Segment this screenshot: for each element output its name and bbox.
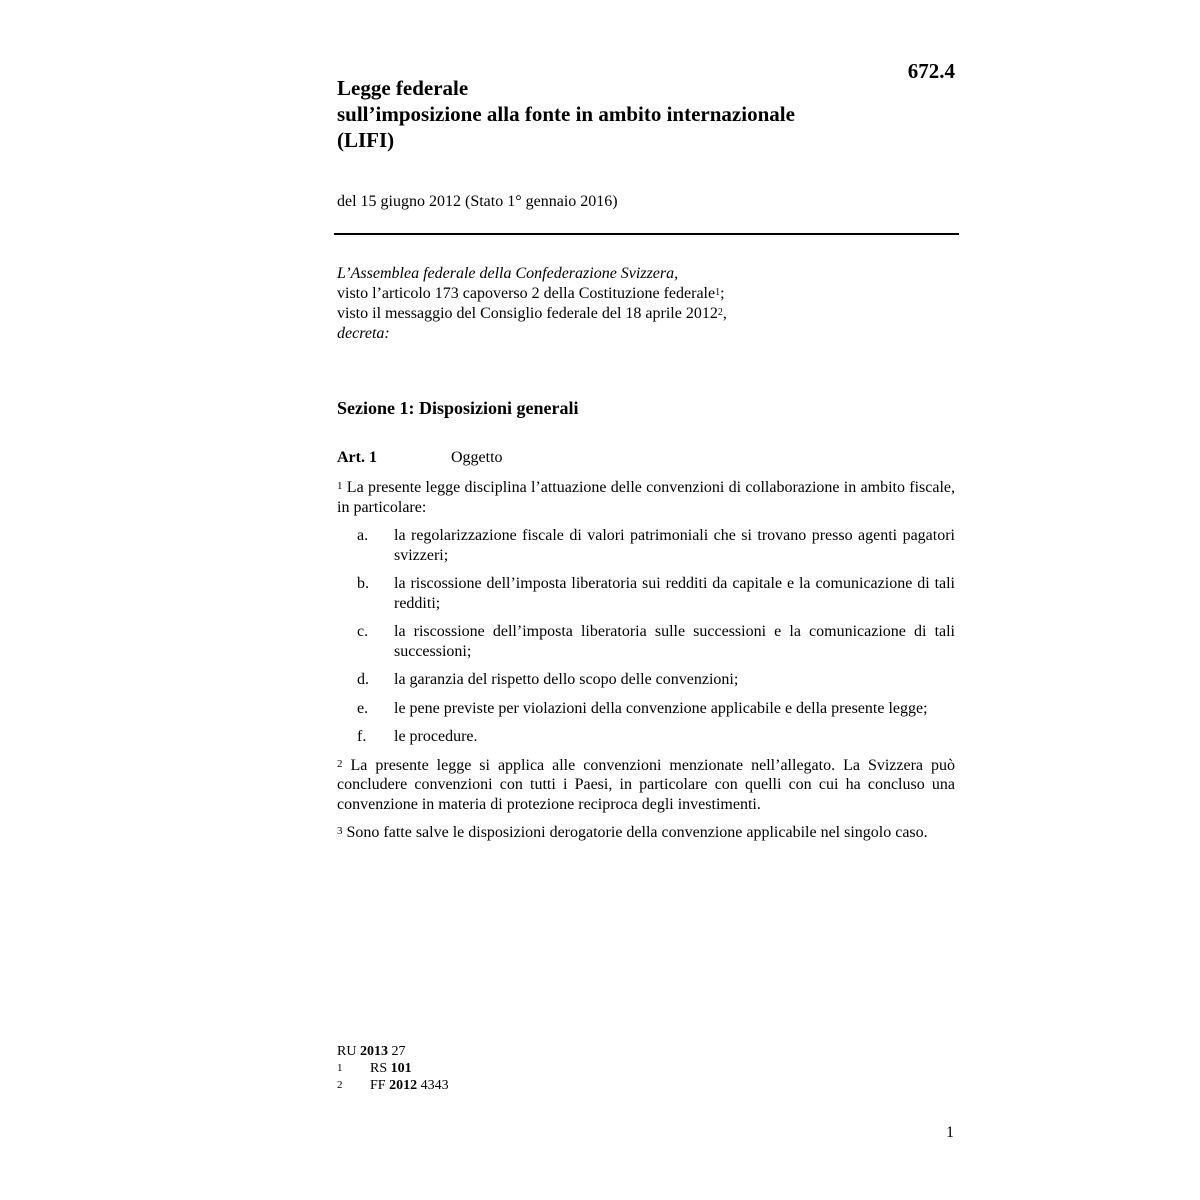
considerando-2-text: visto il messaggio del Consiglio federale del 18 aprile 2012 xyxy=(337,305,718,322)
section-heading: Sezione 1: Disposizioni generali xyxy=(337,398,579,418)
ru-prefix: RU xyxy=(337,1044,357,1059)
date-line: del 15 giugno 2012 (Stato 1° gennaio 2016) xyxy=(337,193,618,210)
preamble-considerando-2 xyxy=(337,304,957,324)
article-body xyxy=(337,478,955,852)
list-item-letter: b. xyxy=(357,575,369,592)
article-title: Oggetto xyxy=(451,449,503,466)
footnotes xyxy=(337,1043,449,1094)
page-number: 1 xyxy=(946,1124,954,1141)
article-heading xyxy=(337,449,503,467)
ru-page: 27 xyxy=(391,1044,406,1059)
footnote-1 xyxy=(337,1060,449,1077)
footnote-rest: 4343 xyxy=(420,1078,449,1093)
list-item xyxy=(337,574,955,613)
list-item-letter: a. xyxy=(357,527,369,544)
object-list xyxy=(337,526,955,747)
ru-year: 2013 xyxy=(359,1044,388,1059)
footnote-bold: 2012 xyxy=(389,1078,418,1093)
paragraph-2 xyxy=(337,756,955,815)
paragraph-1-number: 1 xyxy=(337,480,343,492)
sr-number: 672.4 xyxy=(907,59,955,83)
considerando-1-end: ; xyxy=(720,285,725,302)
article-number: Art. 1 xyxy=(337,449,377,466)
list-item-letter: f. xyxy=(357,728,367,745)
paragraph-3-number: 3 xyxy=(337,825,343,837)
preamble-decreta: decreta: xyxy=(337,325,390,342)
list-item-text: le pene previste per violazioni della convenzione applicabile e della presente legge; xyxy=(394,699,928,717)
list-item xyxy=(337,622,955,661)
considerando-2-end: , xyxy=(722,305,727,322)
preamble-considerando-1 xyxy=(337,284,957,304)
list-item-text: la regolarizzazione fiscale di valori patrimoniali che si trovano presso agenti pagatori svizzeri; xyxy=(394,527,955,564)
list-item-letter: e. xyxy=(357,699,369,717)
ru-reference xyxy=(337,1043,449,1060)
list-item-text: la riscossione dell’imposta liberatoria sulle successioni e la comunicazione di tali successioni; xyxy=(394,623,955,660)
preamble-assembly: L’Assemblea federale della Confederazione Svizzera, xyxy=(337,265,679,282)
list-item-text: la garanzia del rispetto dello scopo delle convenzioni; xyxy=(394,671,739,688)
footnote-number: 2 xyxy=(337,1079,343,1091)
paragraph-3 xyxy=(337,823,955,843)
footnote-2 xyxy=(337,1077,449,1094)
paragraph-1 xyxy=(337,478,955,517)
footnote-ref-2[interactable]: 2 xyxy=(717,307,723,318)
document-title xyxy=(337,75,937,153)
list-item xyxy=(337,670,955,690)
title-line-3: (LIFI) xyxy=(337,128,395,152)
considerando-1-text: visto l’articolo 173 capoverso 2 della Costituzione federale xyxy=(337,285,716,302)
footnote-prefix: RS xyxy=(370,1061,388,1076)
list-item-letter: d. xyxy=(357,671,369,688)
paragraph-2-text: La presente legge si applica alle convenzioni menzionate nell’allegato. La Svizzera può concludere convenzioni con tutti i Paesi, in particolare con quelli con cui ha concluso una convenzione in materia di protezione reciproca degli investimenti. xyxy=(337,756,956,813)
list-item-text: le procedure. xyxy=(394,728,478,745)
paragraph-1-text: La presente legge disciplina l’attuazione delle convenzioni di collaborazione in ambito fiscale, in particolare: xyxy=(337,479,956,516)
title-line-1: Legge federale xyxy=(337,76,469,100)
paragraph-2-number: 2 xyxy=(337,757,343,770)
preamble xyxy=(337,264,957,344)
title-line-2: sull’imposizione alla fonte in ambito internazionale xyxy=(337,102,795,126)
list-item xyxy=(337,727,955,747)
footnote-ref-1[interactable]: 1 xyxy=(715,287,721,298)
footnote-number: 1 xyxy=(337,1062,343,1074)
header-divider xyxy=(334,233,959,235)
paragraph-3-text: Sono fatte salve le disposizioni derogatorie della convenzione applicabile nel singolo caso. xyxy=(346,824,928,841)
list-item-text: la riscossione dell’imposta liberatoria sui redditi da capitale e la comunicazione di tali redditi; xyxy=(394,575,955,612)
list-item-letter: c. xyxy=(357,623,369,640)
footnote-bold: 101 xyxy=(390,1061,412,1076)
list-item xyxy=(337,526,955,565)
footnote-prefix: FF xyxy=(370,1078,386,1093)
list-item xyxy=(337,699,955,719)
